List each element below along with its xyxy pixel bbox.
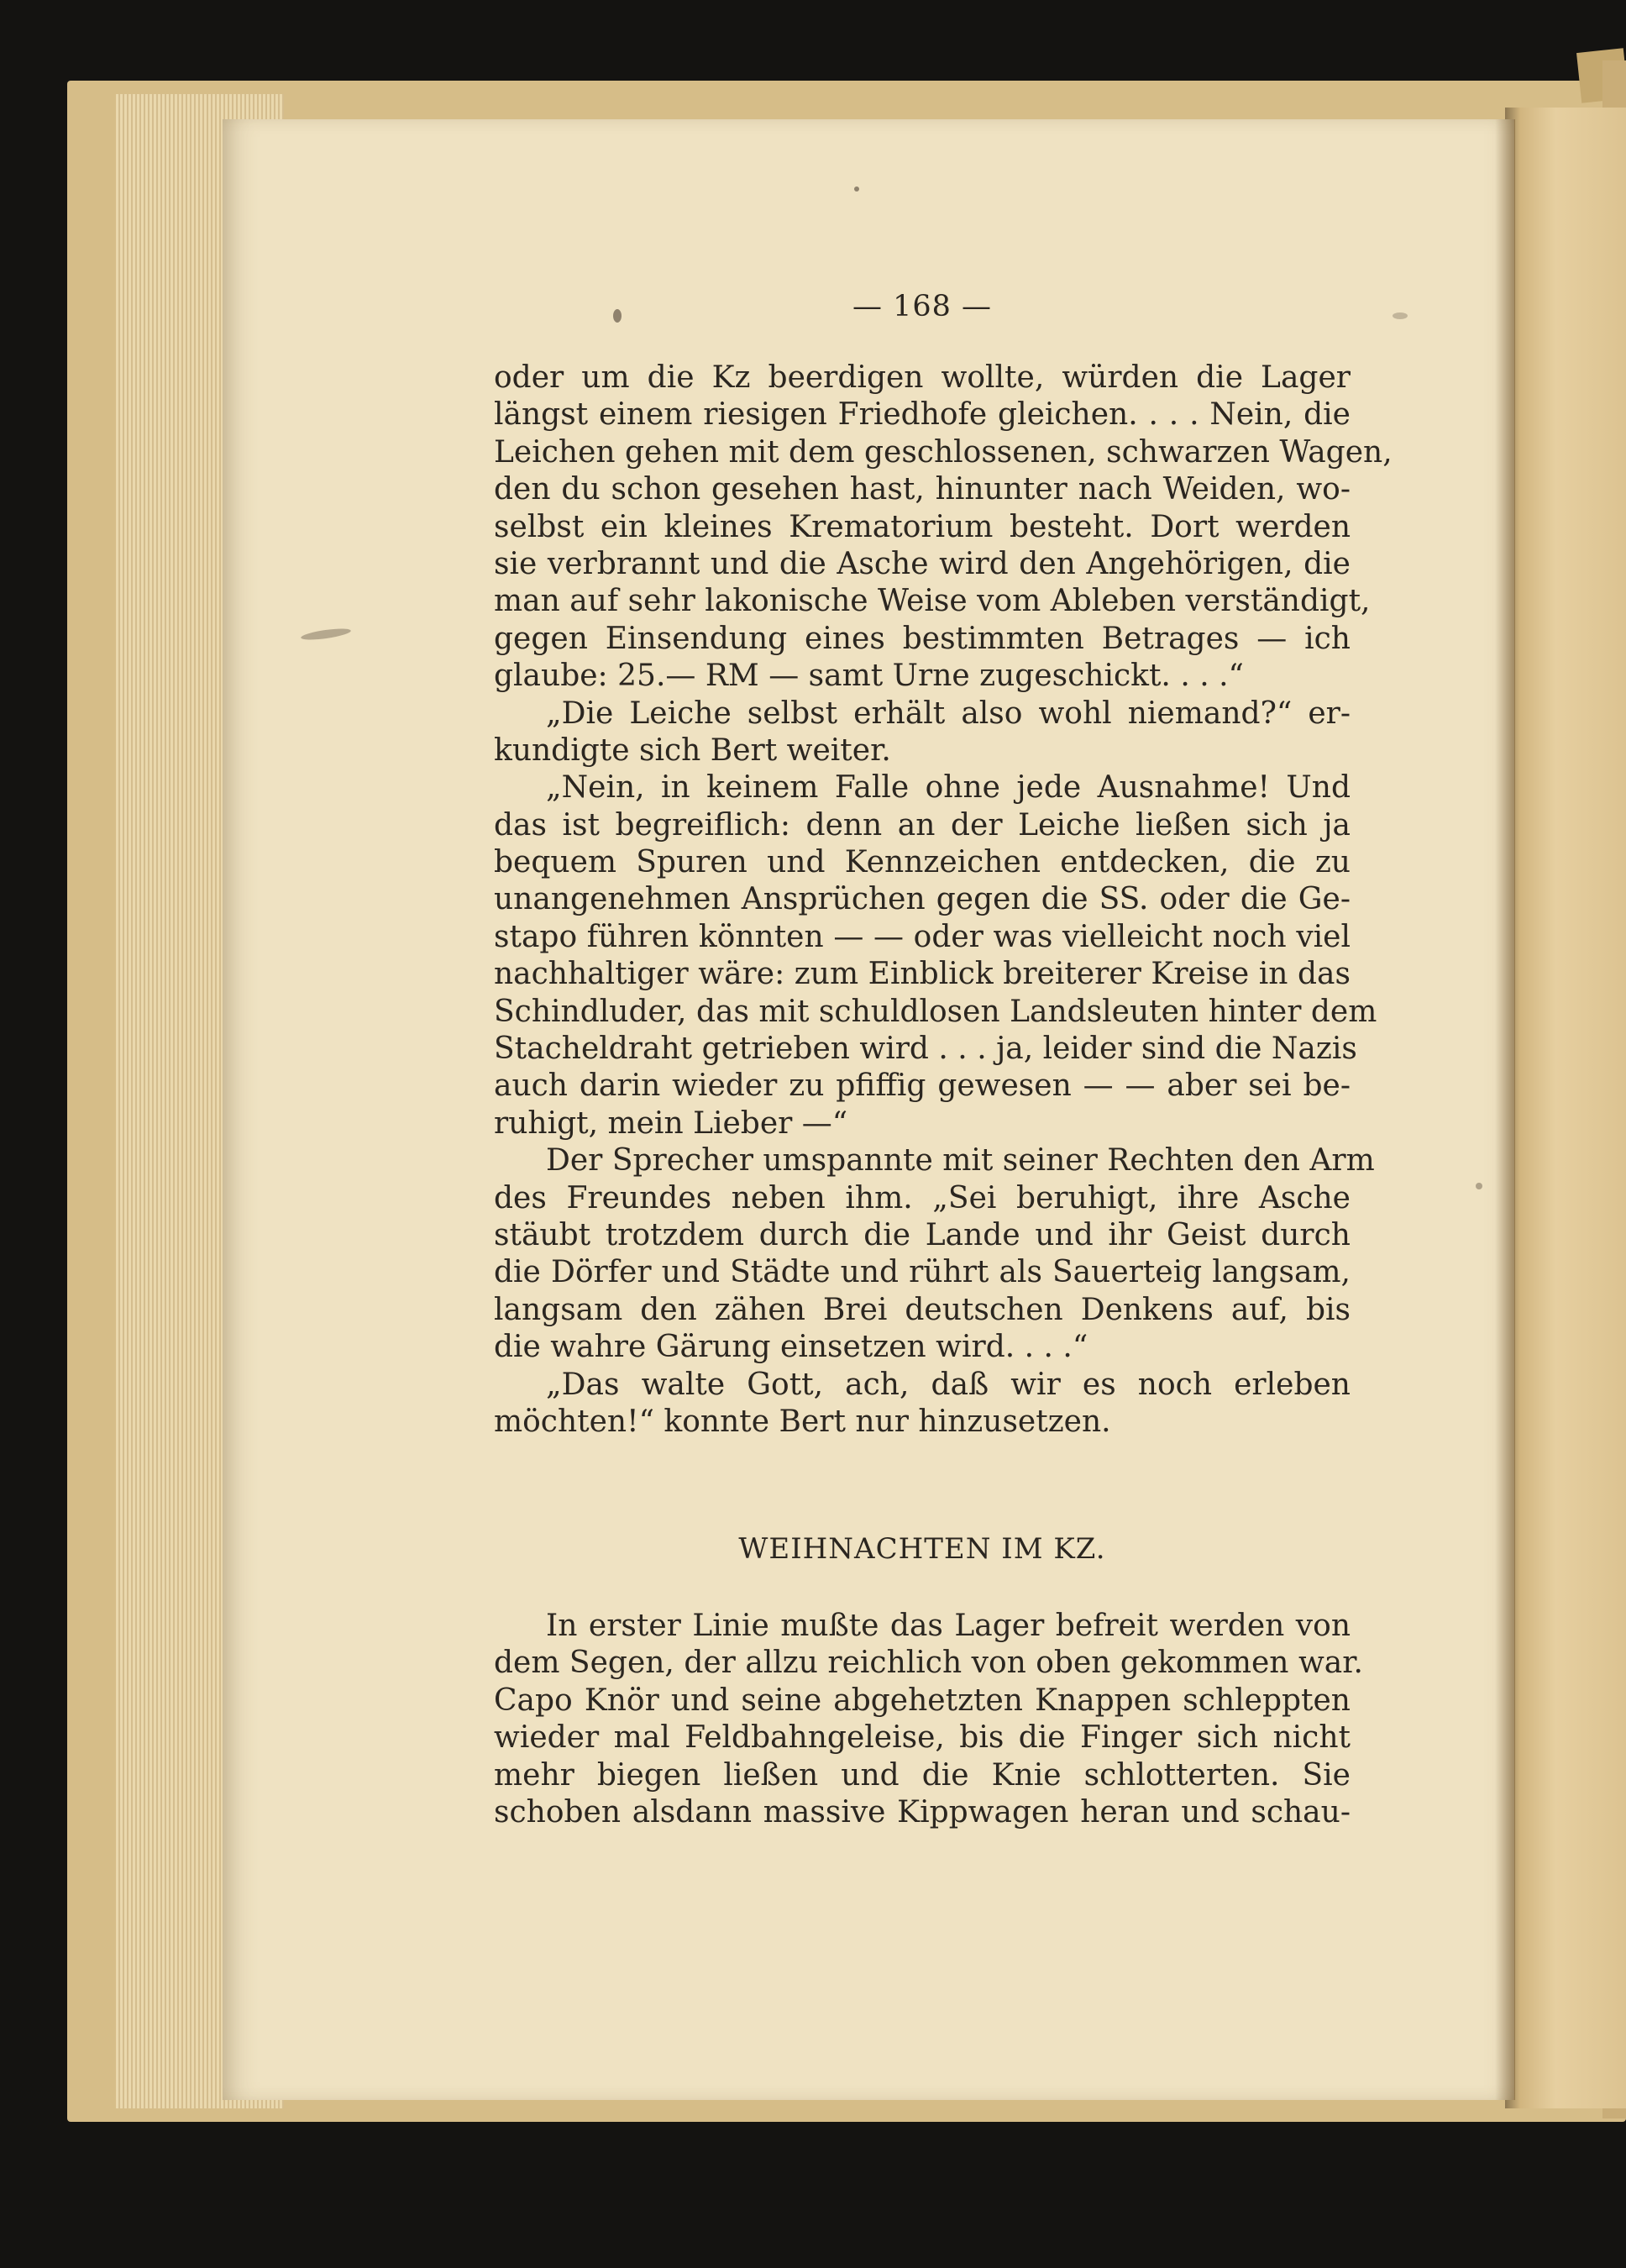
text-line: „Das walte Gott, ach, daß wir es noch erleben (546, 1367, 1351, 1402)
text-line: stäubt trotzdem durch die Lande und ihr Geist durch (494, 1217, 1351, 1252)
text-line: langsam den zähen Brei deutschen Denkens auf, bis (494, 1292, 1351, 1327)
text-line: „Die Leiche selbst erhält also wohl niemand?“ er- (546, 696, 1351, 731)
text-line: kundigte sich Bert weiter. (494, 732, 891, 768)
paper-speck (1393, 312, 1408, 319)
text-line: mehr biegen ließen und die Knie schlotterten. Sie (494, 1757, 1351, 1793)
text-line: Stacheldraht getrieben wird . . . ja, leider sind die Nazis (494, 1032, 1357, 1067)
text-line: „Nein, in keinem Falle ohne jede Ausnahme! Und (546, 770, 1351, 806)
text-line: gegen Einsendung eines bestimmten Betrages — ich (494, 621, 1351, 656)
text-line: glaube: 25.— RM — samt Urne zugeschickt. . . .“ (494, 659, 1244, 694)
text-line: selbst ein kleines Krematorium besteht. Dort werden (494, 509, 1351, 544)
body-text-part-2 (494, 1608, 1363, 1831)
paper-speck (1476, 1183, 1482, 1189)
body-text-part-1 (494, 360, 1393, 1441)
text-line: nachhaltiger wäre: zum Einblick breiterer Kreise in das (494, 957, 1351, 992)
text-line: Leichen gehen mit dem geschlossenen, schwarzen Wagen, (494, 434, 1393, 470)
paper-speck (854, 186, 859, 192)
page-number: — 168 — (852, 290, 993, 323)
text-line: man auf sehr lakonische Weise vom Ableben verständigt, (494, 584, 1371, 619)
text-line: auch darin wieder zu pfiffig gewesen — — aber sei be- (494, 1068, 1351, 1104)
text-line: Capo Knör und seine abgehetzten Knappen schleppten (494, 1683, 1351, 1718)
text-line: bequem Spuren und Kennzeichen entdecken, die zu (494, 845, 1351, 880)
text-line: schoben alsdann massive Kippwagen heran und schau- (494, 1794, 1351, 1830)
text-line: das ist begreiflich: denn an der Leiche ließen sich ja (494, 807, 1351, 843)
text-line: dem Segen, der allzu reichlich von oben gekommen war. (494, 1646, 1363, 1681)
text-line: die Dörfer und Städte und rührt als Sauerteig langsam, (494, 1255, 1351, 1290)
text-line: stapo führen könnten — — oder was vielleicht noch viel (494, 919, 1351, 954)
text-line: unangenehmen Ansprüchen gegen die SS. oder die Ge- (494, 882, 1351, 917)
text-line: die wahre Gärung einsetzen wird. . . .“ (494, 1330, 1088, 1365)
text-line: Schindluder, das mit schuldlosen Landsleuten hinter dem (494, 994, 1377, 1029)
text-line: ruhigt, mein Lieber —“ (494, 1105, 848, 1141)
text-line: des Freundes neben ihm. „Sei beruhigt, ihre Asche (494, 1180, 1351, 1215)
text-line: möchten!“ konnte Bert nur hinzusetzen. (494, 1404, 1111, 1439)
text-line: wieder mal Feldbahngeleise, bis die Finger sich nicht (494, 1720, 1351, 1756)
text-line: längst einem riesigen Friedhofe gleichen. . . . Nein, die (494, 397, 1351, 433)
text-line: In erster Linie mußte das Lager befreit werden von (546, 1609, 1351, 1643)
text-line: Der Sprecher umspannte mit seiner Rechten den Arm (546, 1143, 1375, 1179)
text-line: oder um die Kz beerdigen wollte, würden die Lager (494, 360, 1351, 395)
text-line: sie verbrannt und die Asche wird den Angehörigen, die (494, 546, 1351, 581)
facing-page (1505, 108, 1626, 2108)
page-gutter-shadow (1495, 119, 1515, 2100)
text-line: den du schon gesehen hast, hinunter nach Weiden, wo- (494, 472, 1351, 507)
section-heading: WEIHNACHTEN IM KZ. (738, 1532, 1106, 1566)
